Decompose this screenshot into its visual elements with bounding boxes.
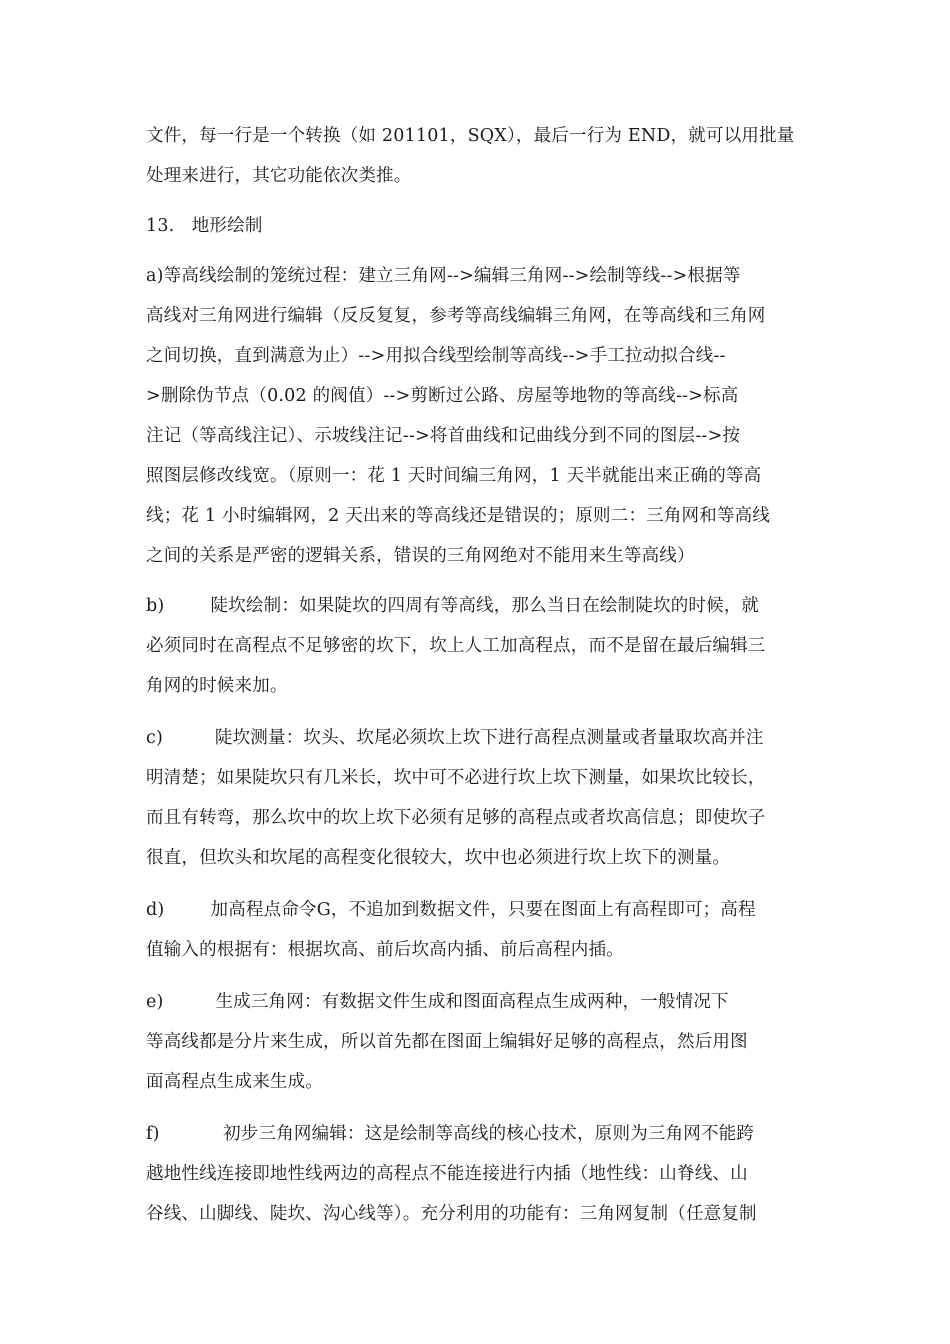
text-line: 之间的关系是严密的逻辑关系，错误的三角网绝对不能用来生等高线）	[146, 546, 695, 566]
text-line: 而且有转弯，那么坎中的坎上坎下必须有足够的高程点或者坎高信息；即使坎子	[146, 808, 766, 828]
text-line: c) 陡坎测量：坎头、坎尾必须坎上坎下进行高程点测量或者量取坎高并注	[146, 728, 764, 748]
text-line: 注记（等高线注记）、示坡线注记-->将首曲线和记曲线分到不同的图层-->按	[146, 426, 741, 446]
text-line: 角网的时候来加。	[146, 676, 288, 696]
text-line: 必须同时在高程点不足够密的坎下，坎上人工加高程点，而不是留在最后编辑三	[146, 636, 766, 656]
text-line: 很直，但坎头和坎尾的高程变化很较大，坎中也必须进行坎上坎下的测量。	[146, 848, 731, 868]
text-line: b) 陡坎绘制：如果陡坎的四周有等高线，那么当日在绘制陡坎的时候，就	[146, 596, 760, 616]
text-line: f) 初步三角网编辑：这是绘制等高线的核心技术，原则为三角网不能跨	[146, 1124, 755, 1144]
text-line: a)等高线绘制的笼统过程：建立三角网-->编辑三角网-->绘制等线-->根据等	[146, 266, 741, 286]
text-line: 越地性线连接即地性线两边的高程点不能连接进行内插（地性线：山脊线、山	[146, 1164, 748, 1184]
text-line: 明清楚；如果陡坎只有几米长，坎中可不必进行坎上坎下测量，如果坎比较长，	[146, 768, 766, 788]
text-line: 值输入的根据有：根据坎高、前后坎高内插、前后高程内插。	[146, 940, 624, 960]
text-line: 照图层修改线宽。（原则一：花 1 天时间编三角网，1 天半就能出来正确的等高	[146, 466, 762, 486]
text-line: 谷线、山脚线、陡坎、沟心线等）。充分利用的功能有：三角网复制（任意复制	[146, 1204, 757, 1224]
text-line: >删除伪节点（0.02 的阀值）-->剪断过公路、房屋等地物的等高线-->标高	[146, 386, 739, 406]
text-line: d) 加高程点命令G，不追加到数据文件，只要在图面上有高程即可；高程	[146, 900, 756, 920]
text-line: 面高程点生成来生成。	[146, 1072, 323, 1092]
section-heading: 13. 地形绘制	[146, 216, 263, 236]
text-line: 线；花 1 小时编辑网，2 天出来的等高线还是错误的；原则二：三角网和等高线	[146, 506, 771, 526]
text-line: 之间切换，直到满意为止）-->用拟合线型绘制等高线-->手工拉动拟合线--	[146, 346, 726, 366]
text-line: 文件，每一行是一个转换（如 201101，SQX），最后一行为 END，就可以用批量	[146, 126, 795, 146]
text-line: 高线对三角网进行编辑（反反复复，参考等高线编辑三角网，在等高线和三角网	[146, 306, 766, 326]
text-line: e) 生成三角网：有数据文件生成和图面高程点生成两种，一般情况下	[146, 992, 729, 1012]
text-line: 等高线都是分片来生成，所以首先都在图面上编辑好足够的高程点，然后用图	[146, 1032, 748, 1052]
text-line: 处理来进行，其它功能依次类推。	[146, 166, 412, 186]
